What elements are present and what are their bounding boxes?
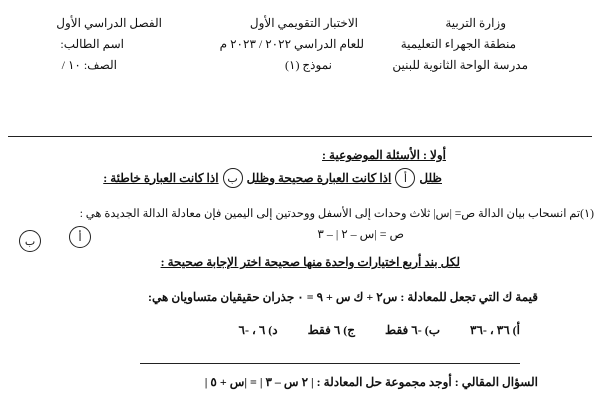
question-1-equation: ص = |س – ٢ | – ٣ (317, 227, 404, 241)
model-number: نموذج (١) (284, 58, 332, 72)
answer-a-bubble[interactable]: أ (69, 226, 91, 248)
ministry-text: وزارة التربية (445, 16, 506, 30)
circle-b-icon: ب (223, 168, 243, 188)
student-name-label: اسم الطالب: (60, 37, 124, 51)
semester-text: الفصل الدراسي الأول (56, 16, 162, 30)
mcq-options (239, 323, 520, 338)
instr-false-label: اذا كانت العبارة خاطئة : (103, 170, 219, 185)
header-divider (8, 136, 592, 137)
section1-title: أولا : الأسئلة الموضوعية : (322, 148, 446, 162)
section2-title: لكل بند أربع اختيارات واحدة منها صحيحة اختر الإجابة صحيحة : (160, 255, 460, 269)
district-text: منطقة الجهراء التعليمية (400, 37, 516, 51)
circle-a-icon: أ (395, 168, 415, 188)
school-text: مدرسة الواحة الثانوية للبنين (392, 58, 528, 72)
academic-year: للعام الدراسي ٢٠٢٢ / ٢٠٢٣ م (219, 37, 364, 51)
mcq-question: قيمة ك التي تجعل للمعادلة : س٢ + ك س + ٩ = ٠ جذران حقيقيان متساويان هي: (148, 290, 538, 304)
essay-question: السؤال المقالي : أوجد مجموعة حل المعادلة : | ٢ س – ٣ | = |س + ٥ | (204, 375, 538, 389)
exam-title: الاختبار التقويمي الأول (249, 16, 358, 30)
option-d[interactable]: د) ٦ ، -٦ (238, 323, 278, 337)
section1-instruction (103, 168, 442, 188)
answer-b-bubble[interactable]: ب (19, 230, 41, 252)
option-c[interactable]: ج) ٦ فقط (307, 323, 356, 337)
instr-shade-label: ظلل (419, 170, 442, 185)
question-1-text: (١)تم انسحاب بيان الدالة ص= |س| ثلاث وحدات إلى الأسفل ووحدتين إلى اليمين فإن معادلة الدالة الجديدة هي : (79, 208, 594, 220)
option-b[interactable]: ب) -٦ فقط (385, 323, 440, 337)
section2-divider (140, 363, 520, 364)
instr-true-label: اذا كانت العبارة صحيحة وظلل (246, 170, 392, 185)
option-a[interactable]: أ) ٣٦ ، -٣٦ (470, 323, 520, 337)
grade-label: الصف: ١٠ / (61, 58, 117, 72)
